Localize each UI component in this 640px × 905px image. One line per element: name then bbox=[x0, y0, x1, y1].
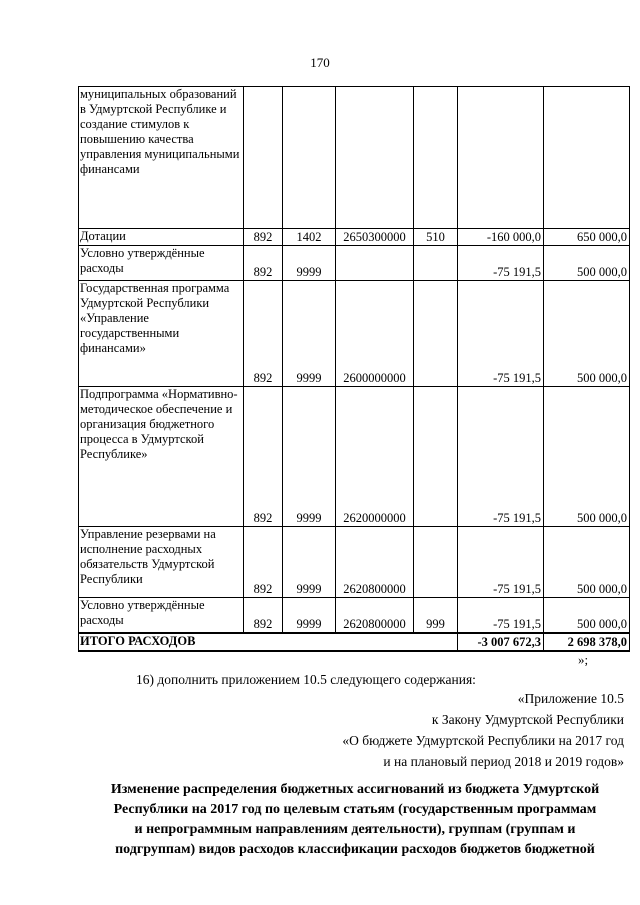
appendix-line: и на плановый период 2018 и 2019 годов» bbox=[383, 754, 624, 769]
cell-razdel: 9999 bbox=[283, 281, 336, 387]
row-name: муниципальных образований в Удмуртской Республике и создание стимулов к повышению качества управления муниципальными финансами bbox=[79, 87, 244, 229]
row-name: Подпрограмма «Нормативно-методическое обеспечение и организация бюджетного процесса в Удмуртской Республике» bbox=[79, 387, 244, 527]
cell-sum-1: -75 191,5 bbox=[458, 598, 544, 633]
heading-line: и непрограммным направлениям деятельности), группам (группам и bbox=[134, 822, 576, 837]
cell-vr: 510 bbox=[414, 229, 458, 246]
cell-sum-2 bbox=[544, 87, 630, 229]
heading-line: Изменение распределения бюджетных ассигнований из бюджета Удмуртской bbox=[110, 782, 600, 797]
cell-razdel: 1402 bbox=[283, 229, 336, 246]
table-row bbox=[79, 598, 630, 633]
cell-ved: 892 bbox=[244, 598, 283, 633]
total-sum-2: 2 698 378,0 bbox=[544, 633, 630, 651]
cell-vr bbox=[414, 87, 458, 229]
cell-csr: 2650300000 bbox=[336, 229, 414, 246]
table-row bbox=[79, 281, 630, 387]
row-name: Дотации bbox=[79, 229, 244, 246]
cell-razdel bbox=[283, 87, 336, 229]
table-row bbox=[79, 527, 630, 598]
cell-ved: 892 bbox=[244, 387, 283, 527]
cell-ved: 892 bbox=[244, 246, 283, 281]
cell-sum-1: -75 191,5 bbox=[458, 246, 544, 281]
cell-csr: 2620800000 bbox=[336, 598, 414, 633]
appendix-line: «О бюджете Удмуртской Республики на 2017 год bbox=[342, 733, 624, 748]
cell-razdel: 9999 bbox=[283, 527, 336, 598]
budget-table bbox=[78, 86, 630, 652]
heading-line: подгруппам) видов расходов классификации расходов бюджетов бюджетной bbox=[115, 842, 595, 857]
page-number: 170 bbox=[310, 55, 330, 70]
cell-vr bbox=[414, 246, 458, 281]
instruction-text: 16) дополнить приложением 10.5 следующего содержания: bbox=[136, 672, 476, 687]
cell-ved: 892 bbox=[244, 281, 283, 387]
appendix-line: «Приложение 10.5 bbox=[517, 691, 624, 706]
cell-vr bbox=[414, 387, 458, 527]
heading-line: Республики на 2017 год по целевым статьям (государственным программам bbox=[113, 802, 597, 817]
closing-quote: »; bbox=[578, 652, 589, 667]
section-heading bbox=[75, 780, 635, 860]
cell-sum-2: 650 000,0 bbox=[544, 229, 630, 246]
row-name: Управление резервами на исполнение расходных обязательств Удмуртской Республики bbox=[79, 527, 244, 598]
cell-vr bbox=[414, 281, 458, 387]
total-sum-1: -3 007 672,3 bbox=[458, 633, 544, 651]
total-label: ИТОГО РАСХОДОВ bbox=[79, 633, 458, 651]
total-row bbox=[79, 633, 630, 651]
row-name: Государственная программа Удмуртской Республики «Управление государственными финансами» bbox=[79, 281, 244, 387]
cell-ved: 892 bbox=[244, 229, 283, 246]
row-name: Условно утверждённые расходы bbox=[79, 598, 244, 633]
cell-csr: 2620800000 bbox=[336, 527, 414, 598]
table-row bbox=[79, 387, 630, 527]
cell-ved bbox=[244, 87, 283, 229]
cell-razdel: 9999 bbox=[283, 387, 336, 527]
row-name: Условно утверждённые расходы bbox=[79, 246, 244, 281]
cell-sum-2: 500 000,0 bbox=[544, 281, 630, 387]
cell-sum-2: 500 000,0 bbox=[544, 527, 630, 598]
cell-sum-2: 500 000,0 bbox=[544, 387, 630, 527]
cell-sum-1: -160 000,0 bbox=[458, 229, 544, 246]
cell-sum-1 bbox=[458, 87, 544, 229]
cell-sum-2: 500 000,0 bbox=[544, 598, 630, 633]
appendix-line: к Закону Удмуртской Республики bbox=[431, 712, 624, 727]
cell-vr: 999 bbox=[414, 598, 458, 633]
appendix-header bbox=[342, 688, 624, 772]
cell-csr: 2620000000 bbox=[336, 387, 414, 527]
cell-vr bbox=[414, 527, 458, 598]
table-row bbox=[79, 87, 630, 229]
table-row bbox=[79, 246, 630, 281]
table-row bbox=[79, 229, 630, 246]
cell-razdel: 9999 bbox=[283, 246, 336, 281]
cell-csr bbox=[336, 87, 414, 229]
cell-csr: 2600000000 bbox=[336, 281, 414, 387]
cell-csr bbox=[336, 246, 414, 281]
cell-razdel: 9999 bbox=[283, 598, 336, 633]
cell-sum-1: -75 191,5 bbox=[458, 527, 544, 598]
cell-sum-1: -75 191,5 bbox=[458, 281, 544, 387]
cell-sum-1: -75 191,5 bbox=[458, 387, 544, 527]
cell-sum-2: 500 000,0 bbox=[544, 246, 630, 281]
cell-ved: 892 bbox=[244, 527, 283, 598]
